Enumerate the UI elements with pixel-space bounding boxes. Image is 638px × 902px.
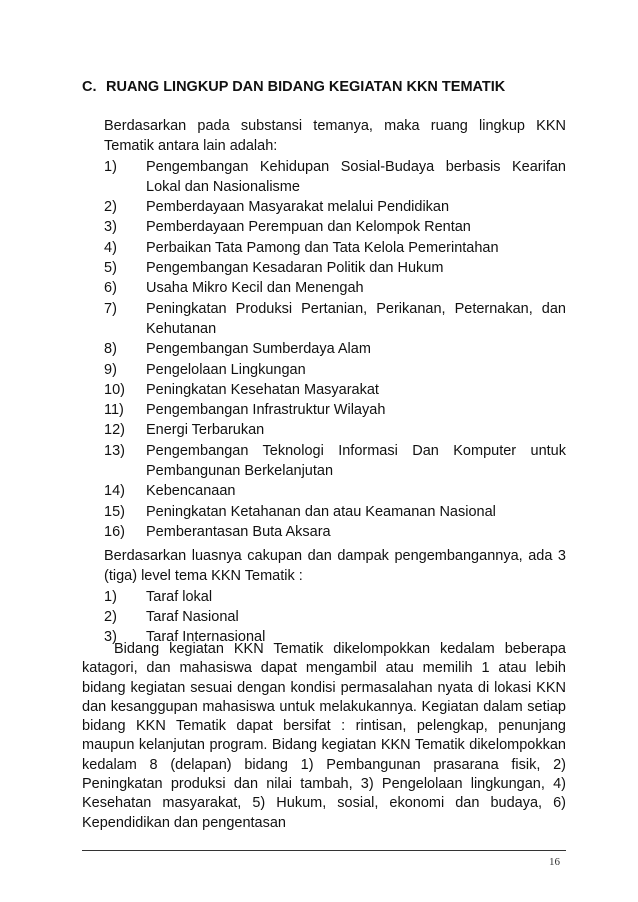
scope-item-number: 3) [104, 219, 117, 236]
scope-item-number: 14) [104, 483, 125, 500]
scope-item-text: Pengembangan Infrastruktur Wilayah [146, 402, 386, 419]
scope-item-text: Pengelolaan Lingkungan [146, 361, 306, 378]
scope-item-text: Perbaikan Tata Pamong dan Tata Kelola Pemerintahan [146, 239, 499, 256]
scope-item [104, 481, 566, 501]
scope-item-text: Pengembangan Kesadaran Politik dan Hukum [146, 260, 444, 277]
levels-intro: Berdasarkan luasnya cakupan dan dampak pengembangannya, ada 3 (tiga) level tema KKN Tematik : [104, 548, 566, 585]
scope-item-text: Pemberdayaan Perempuan dan Kelompok Rentan [146, 219, 471, 236]
page-number: 16 [549, 856, 560, 868]
scope-section [104, 116, 566, 542]
level-item-number: 1) [104, 588, 117, 605]
level-item-text: Taraf Nasional [146, 608, 239, 625]
scope-item-number: 11) [104, 402, 124, 419]
scope-item-number: 7) [104, 300, 117, 317]
scope-item-number: 5) [104, 260, 117, 277]
scope-item-text: Pemberdayaan Masyarakat melalui Pendidikan [146, 199, 450, 216]
scope-item [104, 299, 566, 340]
scope-item-text: Peningkatan Ketahanan dan atau Keamanan Nasional [146, 503, 496, 520]
section-title: RUANG LINGKUP DAN BIDANG KEGIATAN KKN TEMATIK [106, 79, 506, 95]
scope-item [104, 420, 566, 440]
section-heading [82, 77, 582, 97]
scope-item-number: 12) [104, 422, 125, 439]
levels-list [104, 587, 566, 648]
scope-item [104, 360, 566, 380]
scope-item [104, 400, 566, 420]
scope-item-text: Kebencanaan [146, 483, 236, 500]
scope-item-number: 9) [104, 361, 117, 378]
scope-item-number: 15) [104, 503, 125, 520]
scope-item-number: 8) [104, 341, 117, 358]
scope-item [104, 502, 566, 522]
scope-item [104, 441, 566, 482]
scope-item-text: Pemberantasan Buta Aksara [146, 523, 331, 540]
scope-item-text: Peningkatan Produksi Pertanian, Perikanan, Peternakan, dan Kehutanan [146, 300, 566, 337]
scope-item [104, 522, 566, 542]
levels-section [104, 546, 566, 647]
level-item-text: Taraf lokal [146, 588, 213, 605]
scope-item-number: 16) [104, 523, 125, 540]
footer-rule [82, 850, 566, 851]
scope-item-text: Energi Terbarukan [146, 422, 265, 439]
level-item-number: 2) [104, 608, 117, 625]
scope-item-text: Usaha Mikro Kecil dan Menengah [146, 280, 364, 297]
scope-item-number: 13) [104, 442, 125, 459]
closing-paragraph: Bidang kegiatan KKN Tematik dikelompokkan kedalam beberapa katagori, dan mahasiswa dapat mengambil atau memilih 1 atau lebih bidang kegiatan sesuai dengan kondisi permasalahan nyata di lokasi KKN dan kesanggupan mahasiswa untuk melakukannya. Kegiatan dalam setiap bidang KKN Tematik dapat bersifat : rintisan, pelengkap, penunjang maupun kelanjutan program. Bidang kegiatan KKN Tematik dikelompokkan kedalam 8 (delapan) bidang 1) Pembangunan prasarana fisik, 2) Peningkatan produksi dan nilai tambah, 3) Pengelolaan lingkungan, 4) Kesehatan masyarakat, 5) Hukum, sosial, ekonomi dan budaya, 6) Kependidikan dan pengentasan [82, 641, 566, 831]
level-item-number: 3) [104, 629, 117, 646]
level-item-text: Taraf Internasional [146, 629, 266, 646]
scope-item-text: Peningkatan Kesehatan Masyarakat [146, 381, 379, 398]
scope-list [104, 157, 566, 543]
scope-item [104, 238, 566, 258]
scope-item-number: 6) [104, 280, 117, 297]
scope-item-number: 2) [104, 199, 117, 216]
scope-item [104, 278, 566, 298]
scope-item-number: 1) [104, 158, 117, 175]
scope-item [104, 258, 566, 278]
section-number: C. [82, 79, 97, 95]
scope-item [104, 380, 566, 400]
scope-item-text: Pengembangan Teknologi Informasi Dan Komputer untuk Pembangunan Berkelanjutan [146, 442, 566, 480]
scope-item-number: 4) [104, 239, 117, 256]
scope-item [104, 157, 566, 198]
scope-item [104, 217, 566, 237]
scope-item-number: 10) [104, 381, 125, 398]
scope-item-text: Pengembangan Kehidupan Sosial-Budaya berbasis Kearifan Lokal dan Nasionalisme [146, 158, 566, 195]
scope-item [104, 339, 566, 359]
scope-item [104, 197, 566, 217]
level-item [104, 607, 566, 627]
scope-item-text: Pengembangan Sumberdaya Alam [146, 341, 371, 358]
level-item [104, 587, 566, 607]
scope-intro: Berdasarkan pada substansi temanya, maka ruang lingkup KKN Tematik antara lain adalah: [104, 118, 566, 155]
